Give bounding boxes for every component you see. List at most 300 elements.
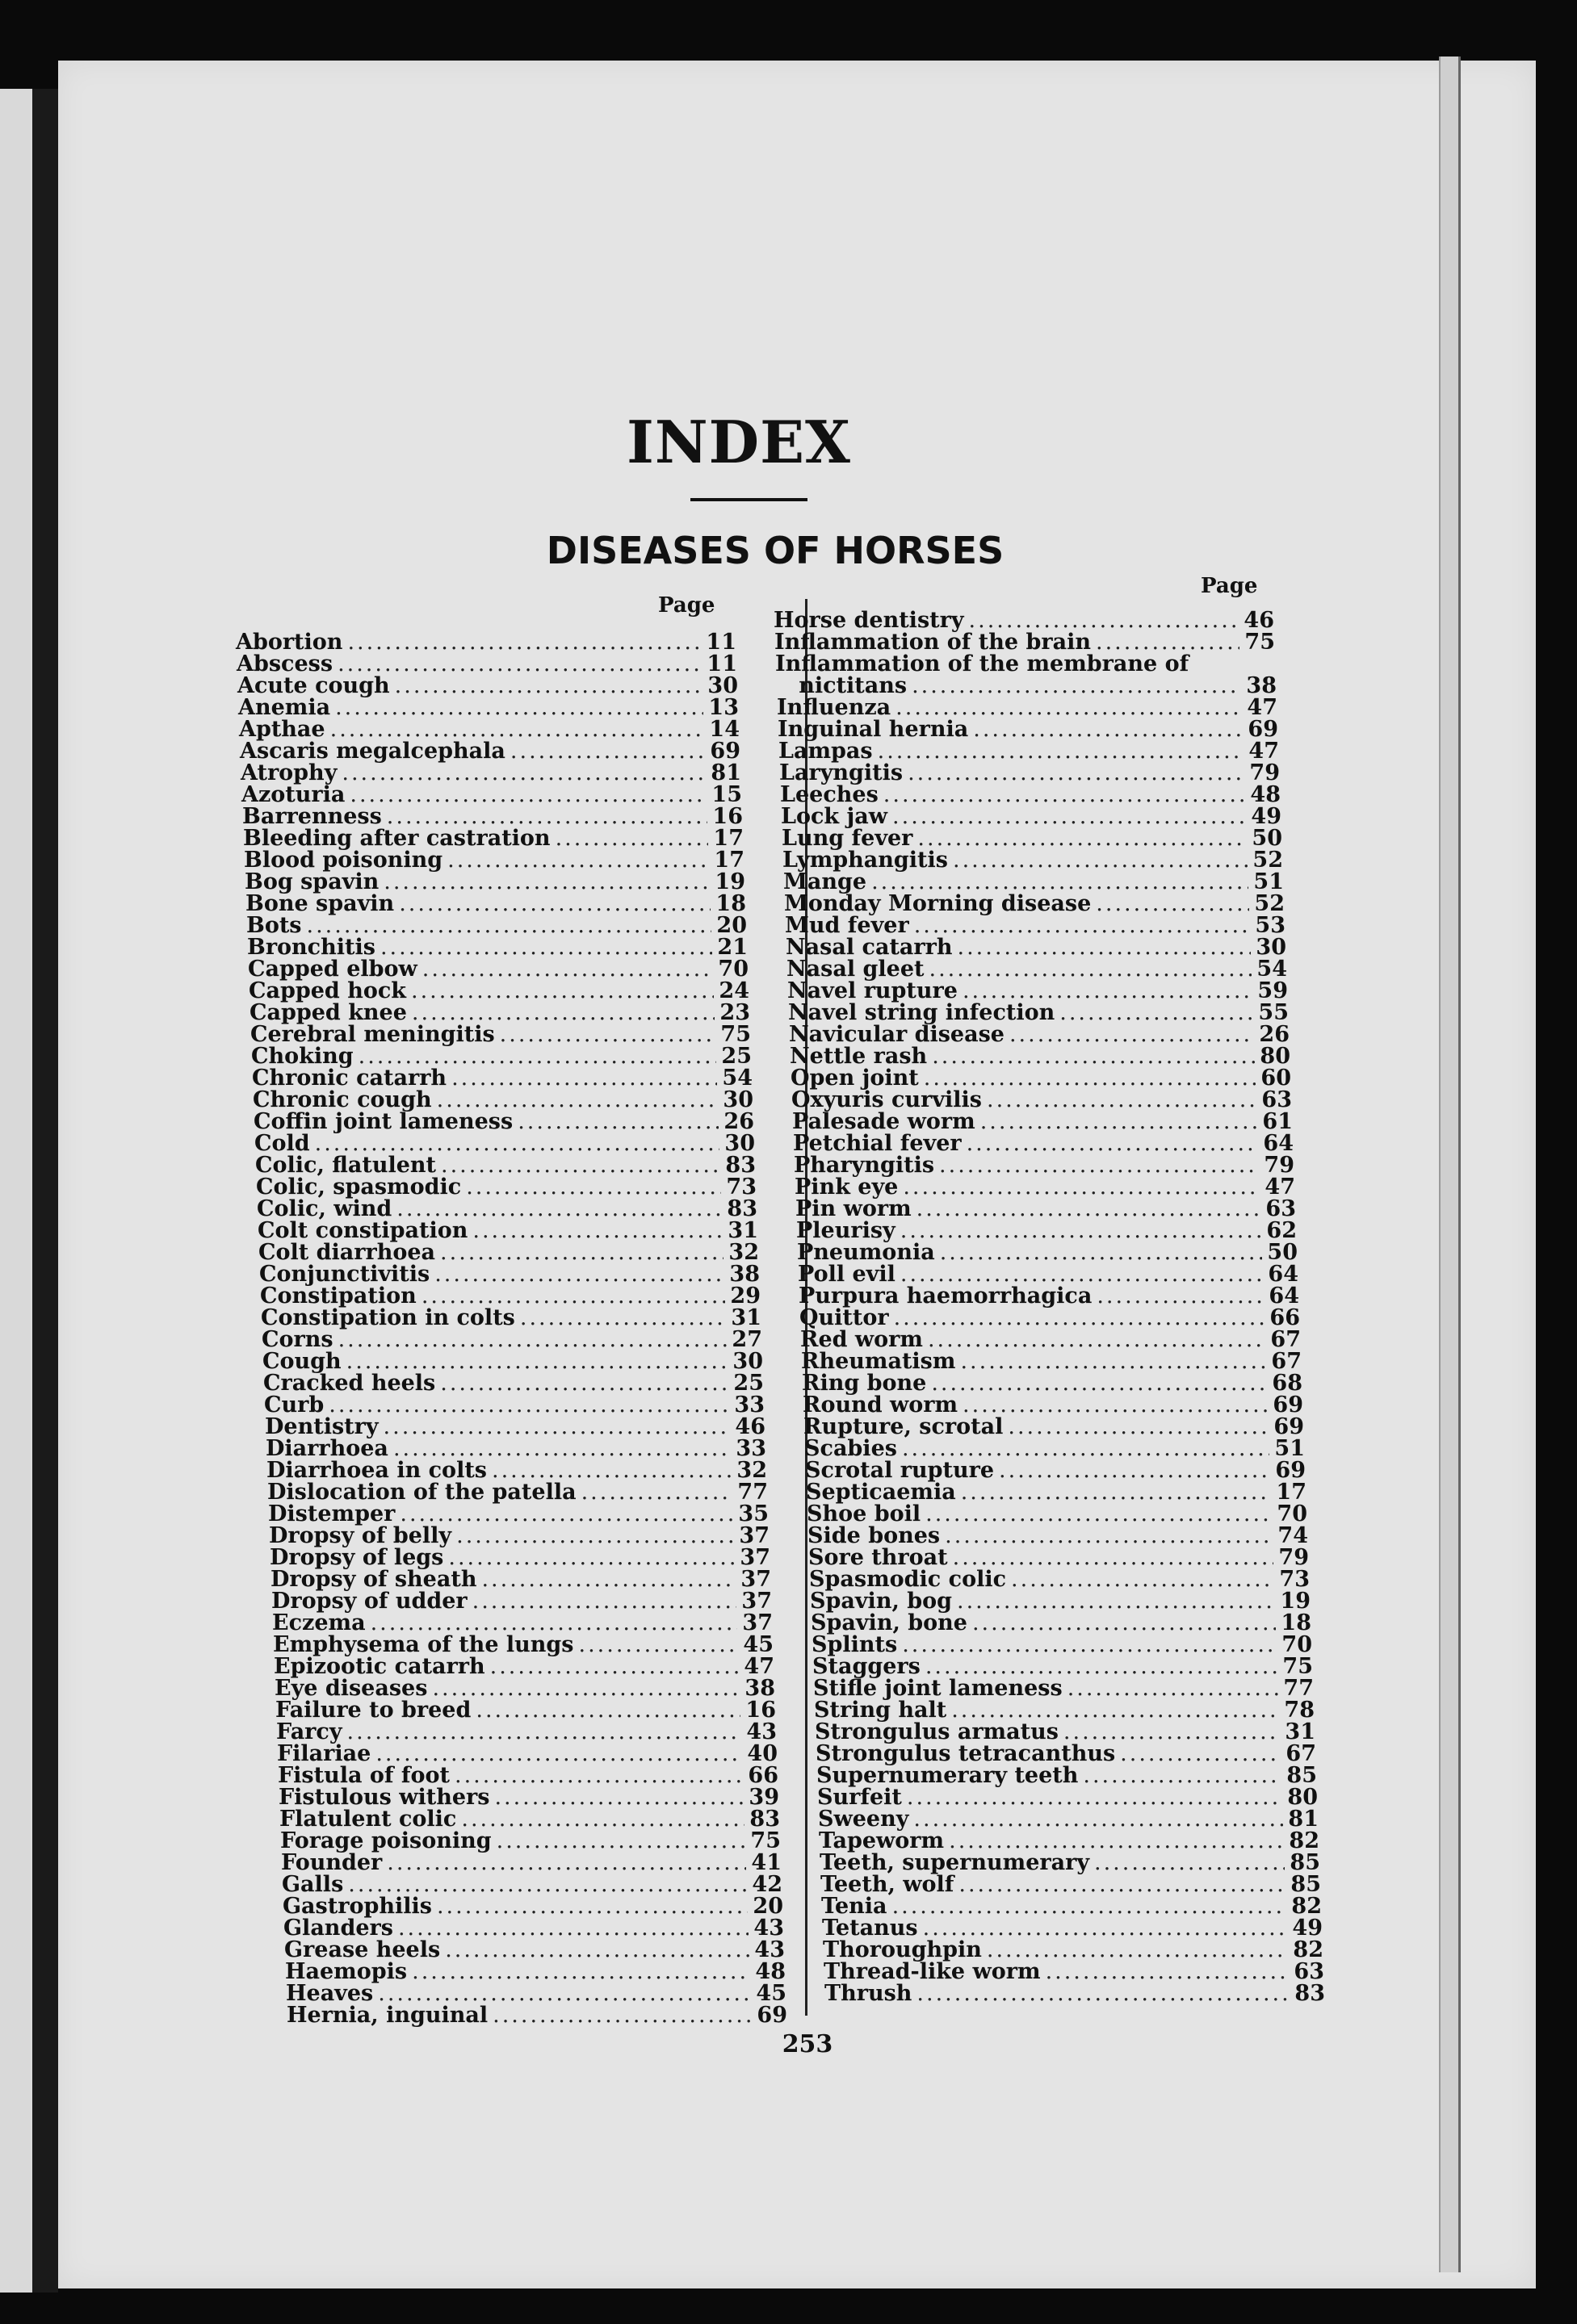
- entry-page: 75: [1244, 630, 1275, 655]
- entry-page: 53: [1255, 913, 1286, 938]
- index-entry: [808, 1545, 1309, 1570]
- entry-name: Rheumatism: [801, 1349, 956, 1374]
- entry-name: Forage poisoning: [280, 1828, 492, 1853]
- index-entry: [250, 1022, 751, 1047]
- entry-page: 69: [1273, 1414, 1304, 1439]
- index-entry: [785, 913, 1286, 938]
- entry-page: 49: [1251, 804, 1281, 829]
- entry-page: 85: [1286, 1763, 1317, 1788]
- entry-name: Ring bone: [802, 1371, 927, 1396]
- index-entry: [241, 782, 742, 807]
- entry-page: 64: [1269, 1283, 1299, 1309]
- entry-name: Supernumerary teeth: [816, 1763, 1079, 1788]
- entry-page: 31: [728, 1218, 758, 1243]
- entry-page: 47: [1265, 1175, 1295, 1200]
- entry-page: 75: [750, 1828, 781, 1853]
- index-entry: [283, 1894, 783, 1919]
- entry-page: 82: [1293, 1937, 1323, 1962]
- entry-page: 83: [727, 1196, 757, 1221]
- entry-name: Grease heels: [284, 1937, 441, 1962]
- entry-name: Distemper: [268, 1501, 396, 1526]
- index-entry: [796, 1218, 1297, 1243]
- entry-name: Pharyngitis: [794, 1153, 935, 1178]
- entry-page: 16: [745, 1698, 776, 1723]
- index-entry: [280, 1828, 781, 1853]
- entry-page: 30: [724, 1131, 755, 1156]
- index-entry: [811, 1610, 1311, 1635]
- entry-name: Navel string infection: [788, 1000, 1055, 1025]
- entry-page: 45: [743, 1632, 774, 1657]
- entry-page: 63: [1294, 1959, 1324, 1984]
- entry-page: 70: [1281, 1632, 1312, 1657]
- index-entry: [260, 1283, 761, 1309]
- index-entry: [282, 1872, 782, 1897]
- entry-page: 82: [1289, 1828, 1319, 1853]
- entry-page: 62: [1266, 1218, 1297, 1243]
- index-entry: [238, 695, 739, 720]
- entry-name: Tenia: [821, 1894, 887, 1919]
- index-entry: [237, 673, 738, 698]
- entry-name: Strongulus tetracanthus: [816, 1741, 1116, 1766]
- entry-name: Tapeworm: [819, 1828, 945, 1853]
- index-entry: [276, 1719, 777, 1744]
- index-entry: [253, 1087, 753, 1112]
- entry-page: 67: [1286, 1741, 1316, 1766]
- index-entry: [270, 1545, 770, 1570]
- index-entry: [787, 978, 1288, 1003]
- entry-page: 21: [717, 935, 748, 960]
- entry-name: Red worm: [800, 1327, 923, 1352]
- index-entry: [783, 869, 1284, 894]
- entry-page: 19: [715, 869, 745, 894]
- entry-name: Laryngitis: [779, 760, 904, 785]
- index-entry: [795, 1196, 1296, 1221]
- entry-page: 25: [733, 1371, 764, 1396]
- index-entry: [248, 957, 749, 982]
- entry-name: Rupture, scrotal: [803, 1414, 1004, 1439]
- index-entry: [242, 804, 743, 829]
- index-entry: [266, 1458, 767, 1483]
- entry-name: Splints: [812, 1632, 898, 1657]
- index-entry: [807, 1501, 1307, 1526]
- entry-page: 69: [710, 739, 740, 764]
- entry-page: 54: [1256, 957, 1287, 982]
- entry-page: 63: [1265, 1196, 1296, 1221]
- entry-page: 14: [709, 717, 740, 742]
- index-entry: [782, 848, 1283, 873]
- entry-name: Nasal gleet: [786, 957, 925, 982]
- entry-name: Cough: [262, 1349, 342, 1374]
- entry-name: Cold: [254, 1131, 310, 1156]
- index-entry: [786, 957, 1287, 982]
- entry-page: 49: [1292, 1916, 1323, 1941]
- title-rule: [690, 498, 807, 501]
- entry-name: Choking: [251, 1044, 354, 1069]
- entry-page: 48: [755, 1959, 786, 1984]
- index-entry: [824, 1959, 1324, 1984]
- entry-page: 20: [753, 1894, 783, 1919]
- entry-name: Ascaris megalcephala: [240, 739, 505, 764]
- entry-name: Sore throat: [808, 1545, 948, 1570]
- index-entry: [793, 1131, 1294, 1156]
- entry-name: Galls: [282, 1872, 344, 1897]
- entry-name: Strongulus armatus: [815, 1719, 1059, 1744]
- index-entry: [812, 1654, 1313, 1679]
- entry-name: Nasal catarrh: [786, 935, 953, 960]
- entry-page: 35: [738, 1501, 769, 1526]
- entry-page: 74: [1277, 1523, 1308, 1548]
- entry-name: Haemopis: [285, 1959, 408, 1984]
- index-entry: [816, 1741, 1316, 1766]
- entry-page: 60: [1260, 1066, 1291, 1091]
- entry-name: Corns: [262, 1327, 333, 1352]
- index-entry: [778, 739, 1279, 764]
- entry-page: 41: [751, 1850, 782, 1875]
- entry-page: 40: [747, 1741, 778, 1766]
- entry-page: 61: [1262, 1109, 1293, 1134]
- entry-page: 24: [719, 978, 749, 1003]
- entry-name: Colic, spasmodic: [256, 1175, 462, 1200]
- entry-name: Thoroughpin: [823, 1937, 982, 1962]
- entry-name: Failure to breed: [275, 1698, 472, 1723]
- section-subtitle: DISEASES OF HORSES: [546, 529, 1004, 572]
- index-entry: [265, 1414, 765, 1439]
- entry-page: 47: [744, 1654, 774, 1679]
- index-entry: [816, 1763, 1317, 1788]
- index-entry: [257, 1196, 757, 1221]
- entry-name: Coffin joint lameness: [254, 1109, 514, 1134]
- page-stack-edge: [1439, 57, 1461, 2272]
- index-entry: [258, 1240, 759, 1265]
- index-entry: [277, 1741, 778, 1766]
- index-entry: [249, 978, 749, 1003]
- entry-page: 31: [731, 1305, 761, 1330]
- index-entry: [268, 1501, 769, 1526]
- index-entry: [784, 891, 1285, 916]
- index-entry: [806, 1480, 1306, 1505]
- entry-name: Shoe boil: [807, 1501, 921, 1526]
- index-entry: [774, 608, 1274, 633]
- entry-name: Colic, flatulent: [255, 1153, 437, 1178]
- entry-page: 26: [723, 1109, 754, 1134]
- entry-name: Lung fever: [782, 826, 913, 851]
- entry-name: Inguinal hernia: [778, 717, 969, 742]
- index-entry: [820, 1850, 1320, 1875]
- entry-name: Influenza: [777, 695, 891, 720]
- index-entry: [799, 1283, 1299, 1309]
- dot-leader: [493, 2003, 752, 2028]
- index-entry: [254, 1109, 754, 1134]
- entry-name: Filariae: [277, 1741, 371, 1766]
- index-entry: [801, 1349, 1302, 1374]
- entry-name: Scrotal rupture: [805, 1458, 995, 1483]
- entry-name: Leeches: [780, 782, 879, 807]
- index-entry: [244, 848, 744, 873]
- index-entry: [275, 1698, 776, 1723]
- index-entry: [823, 1937, 1323, 1962]
- entry-name: Spasmodic colic: [809, 1567, 1007, 1592]
- entry-name: Teeth, supernumerary: [820, 1850, 1090, 1875]
- entry-name: Anemia: [238, 695, 331, 720]
- entry-page: 67: [1270, 1327, 1301, 1352]
- entry-page: 18: [1281, 1610, 1311, 1635]
- entry-name: Purpura haemorrhagica: [799, 1283, 1093, 1309]
- index-entry: [264, 1392, 765, 1417]
- entry-page: 37: [739, 1523, 770, 1548]
- index-entry: [236, 630, 736, 655]
- index-entry: [250, 1000, 750, 1025]
- entry-name: Navel rupture: [787, 978, 958, 1003]
- index-entry: [243, 826, 744, 851]
- entry-page: 15: [711, 782, 742, 807]
- entry-page: 70: [1277, 1501, 1307, 1526]
- entry-name: Mange: [783, 869, 867, 894]
- entry-name: Hernia, inguinal: [287, 2003, 489, 2028]
- entry-page: 30: [723, 1087, 753, 1112]
- index-entry: [271, 1589, 772, 1614]
- entry-page: 78: [1284, 1698, 1315, 1723]
- entry-page: 17: [714, 848, 744, 873]
- index-entry: [273, 1632, 774, 1657]
- entry-name: Bone spavin: [245, 891, 395, 916]
- entry-name: Petchial fever: [793, 1131, 962, 1156]
- entry-page: 13: [708, 695, 739, 720]
- entry-name: Capped hock: [249, 978, 406, 1003]
- entry-page: 69: [1273, 1392, 1303, 1417]
- index-entry: [252, 1066, 753, 1091]
- entry-page: 81: [1288, 1807, 1319, 1832]
- index-entry: [810, 1589, 1311, 1614]
- entry-name: Curb: [264, 1392, 325, 1417]
- index-entry: [281, 1850, 782, 1875]
- entry-name: Nettle rash: [790, 1044, 928, 1069]
- index-entry: [272, 1610, 773, 1635]
- entry-page: 32: [736, 1458, 767, 1483]
- index-entry: [263, 1371, 764, 1396]
- index-entry: [820, 1872, 1321, 1897]
- entry-name: Pleurisy: [796, 1218, 895, 1243]
- entry-name: Inflammation of the membrane of: [775, 651, 1189, 676]
- entry-name: Cracked heels: [263, 1371, 436, 1396]
- entry-page: 43: [753, 1916, 784, 1941]
- index-entry: [245, 891, 746, 916]
- entry-page: 75: [1282, 1654, 1313, 1679]
- index-entry: [776, 673, 1277, 698]
- index-entry: [283, 1916, 784, 1941]
- entry-name: Thread-like worm: [824, 1959, 1041, 1984]
- entry-name: Side bones: [807, 1523, 941, 1548]
- entry-name: nictitans: [776, 673, 908, 698]
- index-entry: [795, 1175, 1295, 1200]
- index-entry: [805, 1458, 1306, 1483]
- entry-name: Blood poisoning: [244, 848, 443, 873]
- entry-name: Emphysema of the lungs: [273, 1632, 574, 1657]
- index-entry: [792, 1109, 1293, 1134]
- index-entry: [819, 1828, 1319, 1853]
- index-entry: [251, 1044, 752, 1069]
- entry-page: 75: [720, 1022, 751, 1047]
- entry-name: Lymphangitis: [782, 848, 948, 873]
- entry-page: 43: [754, 1937, 785, 1962]
- index-entry: [791, 1087, 1292, 1112]
- entry-name: Lampas: [778, 739, 873, 764]
- entry-page: 43: [746, 1719, 777, 1744]
- index-entry: [777, 695, 1277, 720]
- entry-page: 11: [707, 651, 737, 676]
- index-entry: [266, 1436, 766, 1461]
- entry-name: Bleeding after castration: [243, 826, 551, 851]
- index-entry: [803, 1392, 1303, 1417]
- entry-page: 68: [1272, 1371, 1302, 1396]
- entry-name: Open joint: [791, 1066, 919, 1091]
- entry-name: Eczema: [272, 1610, 366, 1635]
- entry-page: 70: [718, 957, 749, 982]
- entry-page: 69: [1275, 1458, 1306, 1483]
- index-entry: [258, 1218, 758, 1243]
- entry-name: Bots: [246, 913, 302, 938]
- index-entry: [791, 1066, 1291, 1091]
- entry-page: 33: [734, 1392, 765, 1417]
- entry-name: Dropsy of udder: [271, 1589, 468, 1614]
- entry-page: 23: [719, 1000, 750, 1025]
- entry-page: 80: [1287, 1785, 1318, 1810]
- index-entry: [781, 804, 1281, 829]
- index-entry: [822, 1916, 1323, 1941]
- entry-page: 63: [1261, 1087, 1292, 1112]
- index-entry: [798, 1262, 1298, 1287]
- entry-name: Eye diseases: [275, 1676, 428, 1701]
- index-entry: [794, 1153, 1294, 1178]
- entry-name: Flatulent colic: [279, 1807, 457, 1832]
- entry-page: 79: [1278, 1545, 1309, 1570]
- index-entry: [803, 1414, 1304, 1439]
- index-entry: [279, 1785, 779, 1810]
- index-entry: [246, 913, 747, 938]
- index-entry: [239, 717, 740, 742]
- entry-page: 77: [737, 1480, 768, 1505]
- index-entry: [241, 760, 741, 785]
- entry-page: 77: [1283, 1676, 1314, 1701]
- entry-page: 67: [1271, 1349, 1302, 1374]
- entry-page: 17: [713, 826, 744, 851]
- entry-name: Constipation in colts: [261, 1305, 515, 1330]
- entry-name: Sweeny: [818, 1807, 909, 1832]
- entry-name: Acute cough: [237, 673, 390, 698]
- facing-page-edge: [0, 89, 32, 2293]
- index-entry: [802, 1371, 1302, 1396]
- page-title: INDEX: [627, 408, 851, 476]
- index-entry: [775, 651, 1276, 676]
- entry-name: Heaves: [286, 1981, 374, 2006]
- entry-page: 11: [706, 630, 736, 655]
- index-entry: [780, 782, 1281, 807]
- index-entry: [278, 1763, 778, 1788]
- entry-name: Septicaemia: [806, 1480, 956, 1505]
- entry-name: Colt constipation: [258, 1218, 468, 1243]
- entry-name: Spavin, bog: [810, 1589, 953, 1614]
- index-entry: [774, 630, 1275, 655]
- entry-page: 66: [1269, 1305, 1300, 1330]
- index-entry: [262, 1349, 763, 1374]
- entry-name: Palesade worm: [792, 1109, 975, 1134]
- entry-name: Dropsy of legs: [270, 1545, 444, 1570]
- entry-page: 18: [715, 891, 746, 916]
- entry-name: Colt diarrhoea: [258, 1240, 436, 1265]
- entry-page: 54: [722, 1066, 753, 1091]
- right-page-column-header: Page: [1201, 574, 1258, 598]
- entry-page: 16: [712, 804, 743, 829]
- index-entry: [807, 1523, 1308, 1548]
- entry-name: Dropsy of sheath: [271, 1567, 477, 1592]
- entry-name: Barrenness: [242, 804, 382, 829]
- entry-page: 69: [1248, 717, 1278, 742]
- entry-name: Dropsy of belly: [269, 1523, 452, 1548]
- index-entry: [804, 1436, 1305, 1461]
- entry-name: Stifle joint lameness: [813, 1676, 1063, 1701]
- entry-page: 27: [732, 1327, 762, 1352]
- entry-name: Fistulous withers: [279, 1785, 490, 1810]
- entry-page: 30: [1256, 935, 1286, 960]
- entry-name: Navicular disease: [789, 1022, 1004, 1047]
- index-entry: [256, 1175, 757, 1200]
- entry-name: Constipation: [260, 1283, 417, 1309]
- entry-name: Chronic cough: [253, 1087, 432, 1112]
- entry-name: Staggers: [812, 1654, 921, 1679]
- entry-name: Chronic catarrh: [252, 1066, 447, 1091]
- index-entry: [824, 1981, 1325, 2006]
- index-entry: [797, 1240, 1298, 1265]
- entry-page: 50: [1267, 1240, 1298, 1265]
- entry-page: 37: [740, 1545, 770, 1570]
- entry-page: 38: [744, 1676, 775, 1701]
- entry-page: 29: [730, 1283, 761, 1309]
- index-entry: [262, 1327, 762, 1352]
- entry-page: 30: [732, 1349, 763, 1374]
- entry-name: Bronchitis: [247, 935, 375, 960]
- entry-page: 69: [757, 2003, 787, 2028]
- index-entry: [779, 760, 1280, 785]
- index-entry: [279, 1807, 780, 1832]
- entry-page: 79: [1264, 1153, 1294, 1178]
- index-entry: [261, 1305, 761, 1330]
- entry-page: 46: [735, 1414, 765, 1439]
- entry-name: Pin worm: [795, 1196, 912, 1221]
- index-entry: [817, 1785, 1318, 1810]
- index-entry: [267, 1480, 768, 1505]
- index-entry: [285, 1959, 786, 1984]
- entry-name: Pink eye: [795, 1175, 899, 1200]
- entry-page: 39: [749, 1785, 779, 1810]
- entry-name: Bog spavin: [245, 869, 380, 894]
- index-entry: [790, 1044, 1290, 1069]
- entry-page: 51: [1253, 869, 1284, 894]
- index-entry: [274, 1654, 774, 1679]
- entry-name: Atrophy: [241, 760, 338, 785]
- entry-page: 83: [749, 1807, 780, 1832]
- index-entry: [815, 1719, 1315, 1744]
- entry-page: 19: [1280, 1589, 1311, 1614]
- entry-name: Founder: [281, 1850, 383, 1875]
- entry-name: Azoturia: [241, 782, 346, 807]
- entry-page: 64: [1268, 1262, 1298, 1287]
- entry-page: 42: [752, 1872, 782, 1897]
- index-entry: [800, 1327, 1301, 1352]
- entry-page: 38: [729, 1262, 760, 1287]
- entry-name: Diarrhoea in colts: [266, 1458, 487, 1483]
- entry-name: Farcy: [276, 1719, 342, 1744]
- entry-name: Fistula of foot: [278, 1763, 451, 1788]
- entry-page: 37: [740, 1567, 771, 1592]
